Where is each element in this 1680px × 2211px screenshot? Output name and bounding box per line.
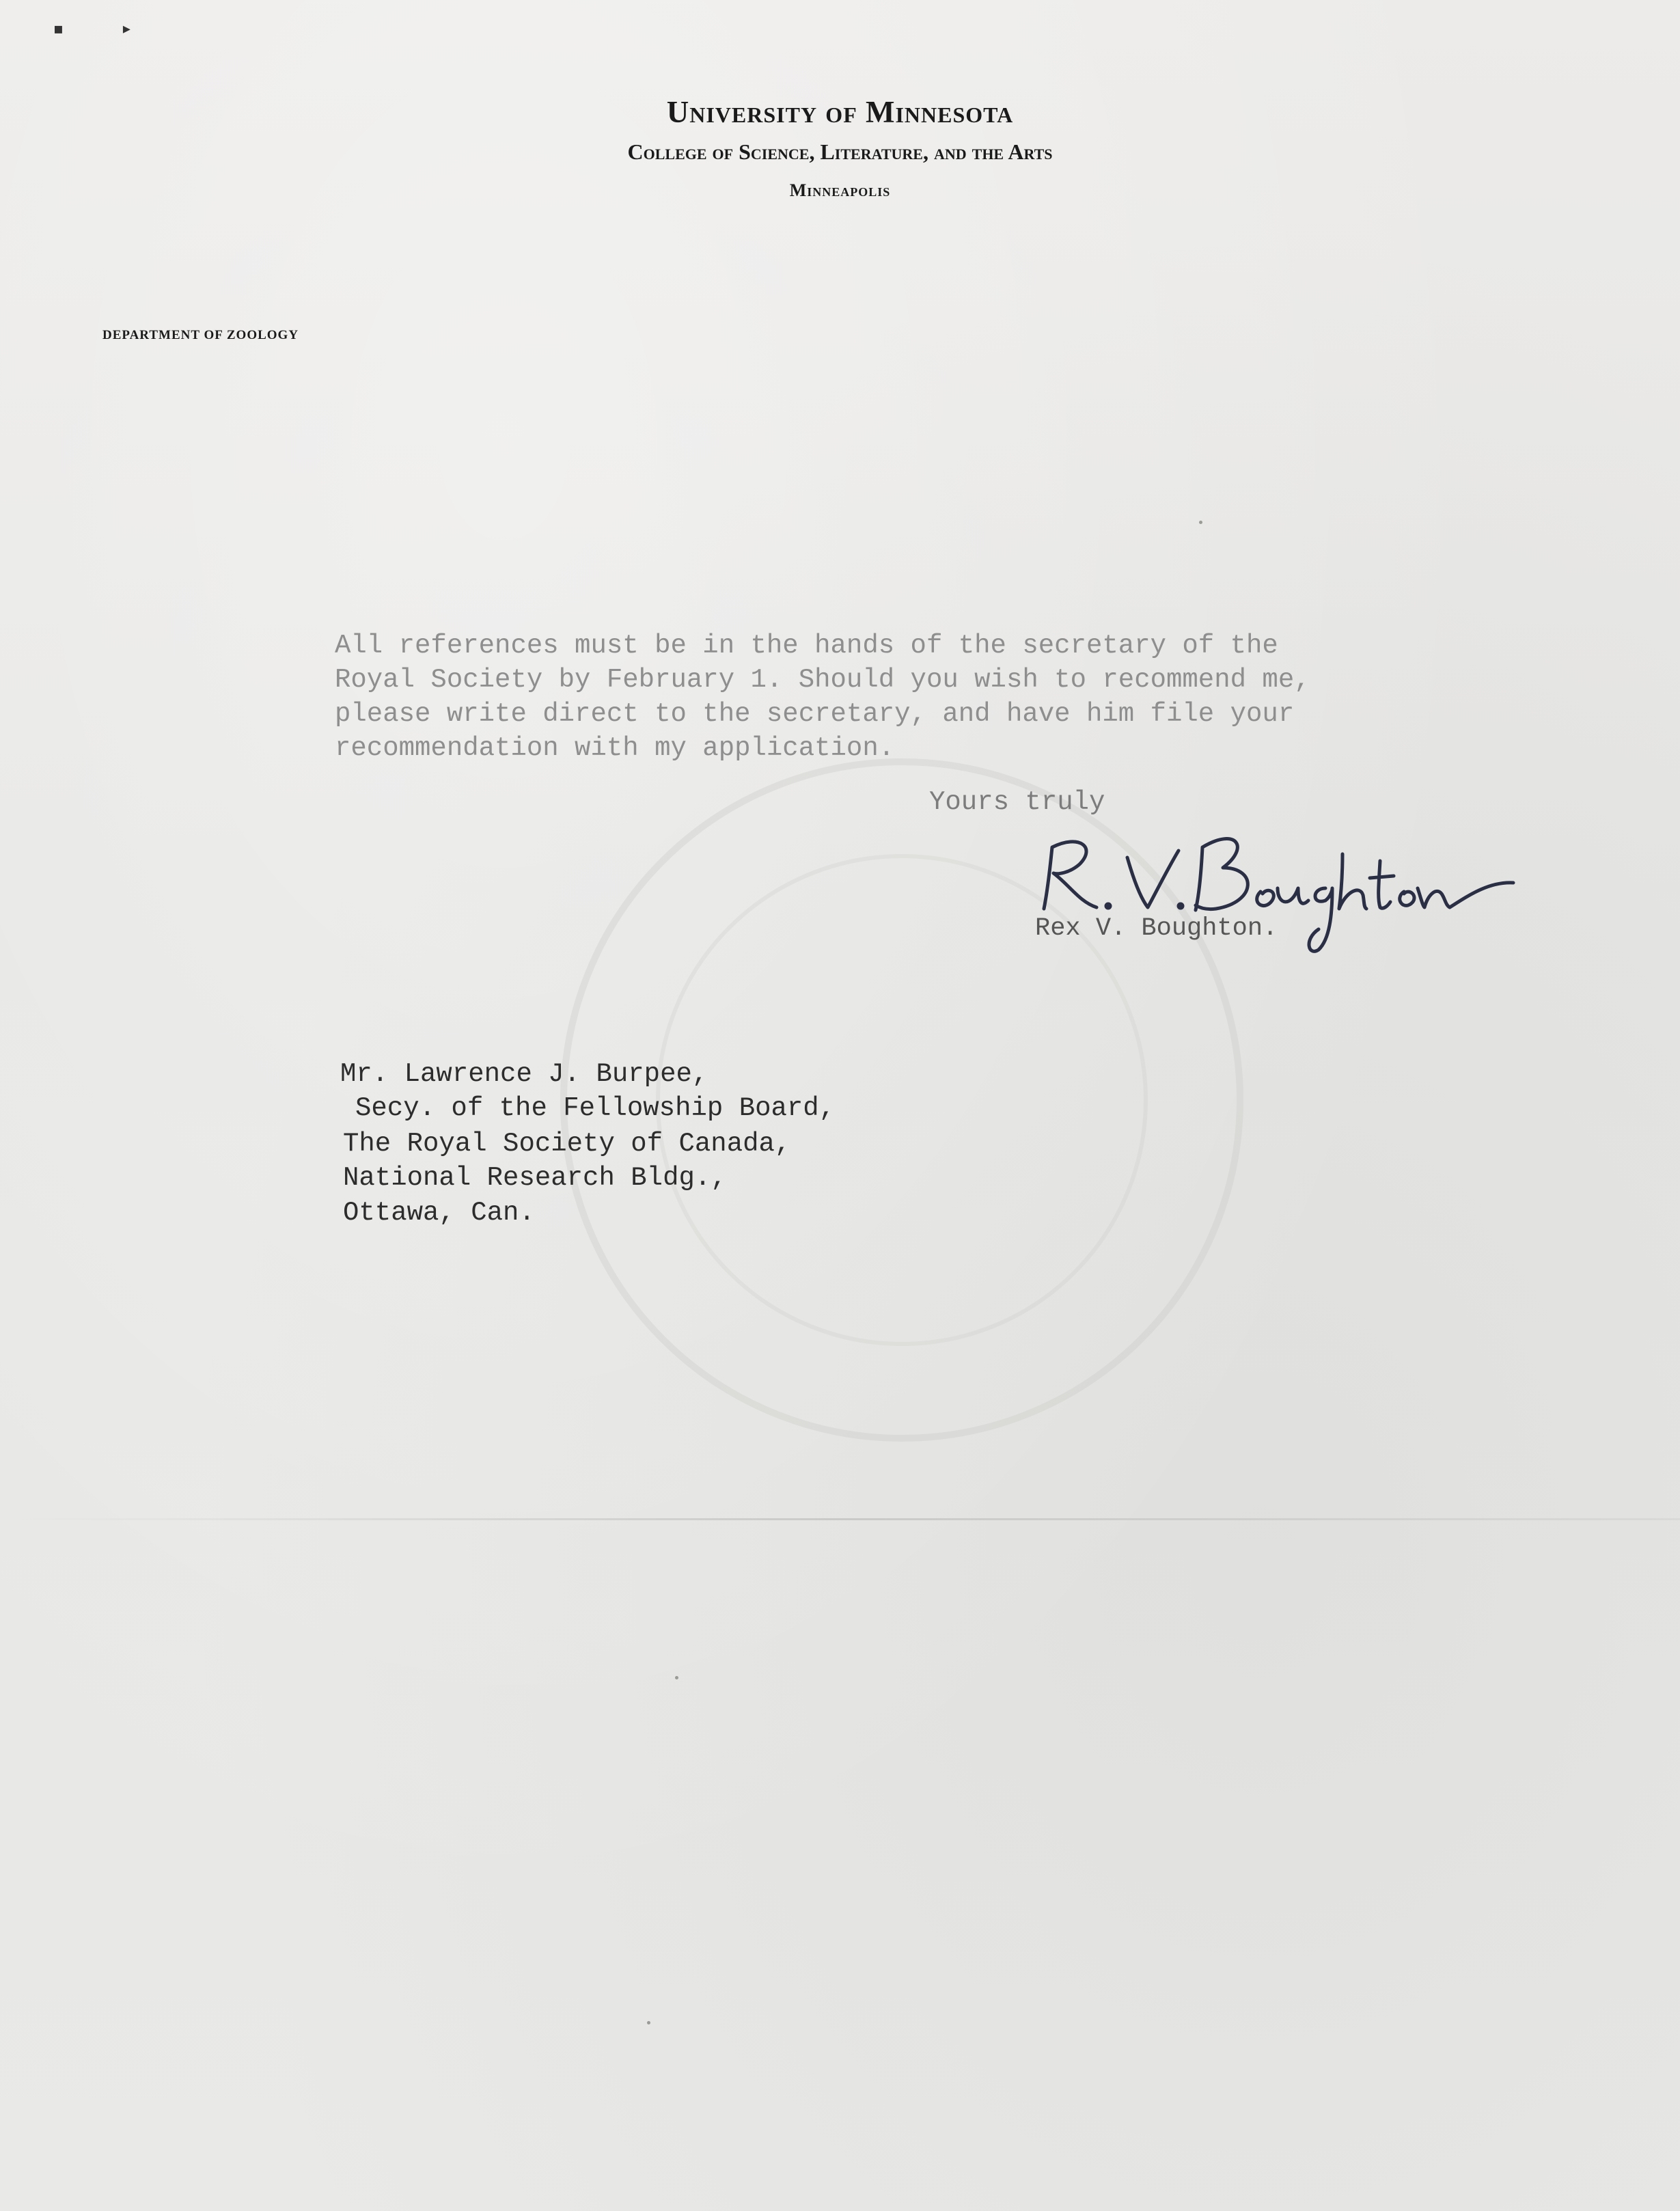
handwritten-signature [1032,820,1524,970]
address-line: Mr. Lawrence J. Burpee, [340,1059,708,1089]
letterhead-city: Minneapolis [789,180,891,200]
body-line: Royal Society by February 1. Should you wish to recommend me, [335,665,1310,695]
address-line: Secy. of the Fellowship Board, [355,1093,836,1123]
address-line: Ottawa, Can. [343,1198,535,1228]
letterhead-college: College of Science, Literature, and the Arts [627,139,1053,164]
letter-body [335,629,1310,765]
department-label: DEPARTMENT OF ZOOLOGY [102,328,299,342]
body-line: recommendation with my application. [335,733,895,763]
corner-marks: ▪ ▸ [53,20,158,38]
paper-speck [675,1676,678,1679]
body-line: All references must be in the hands of the secretary of the [335,631,1278,661]
paper-speck [1199,521,1202,524]
address-line: The Royal Society of Canada, [343,1129,791,1159]
letterhead-university: University of Minnesota [666,95,1014,129]
paper-speck [647,2021,650,2024]
address-line: National Research Bldg., [343,1163,727,1193]
body-line: please write direct to the secretary, and have him file your [335,699,1295,729]
paper-fold-line [0,1518,1680,1520]
typed-signature-name: Rex V. Boughton. [1035,914,1278,943]
closing-line: Yours truly [929,787,1105,817]
